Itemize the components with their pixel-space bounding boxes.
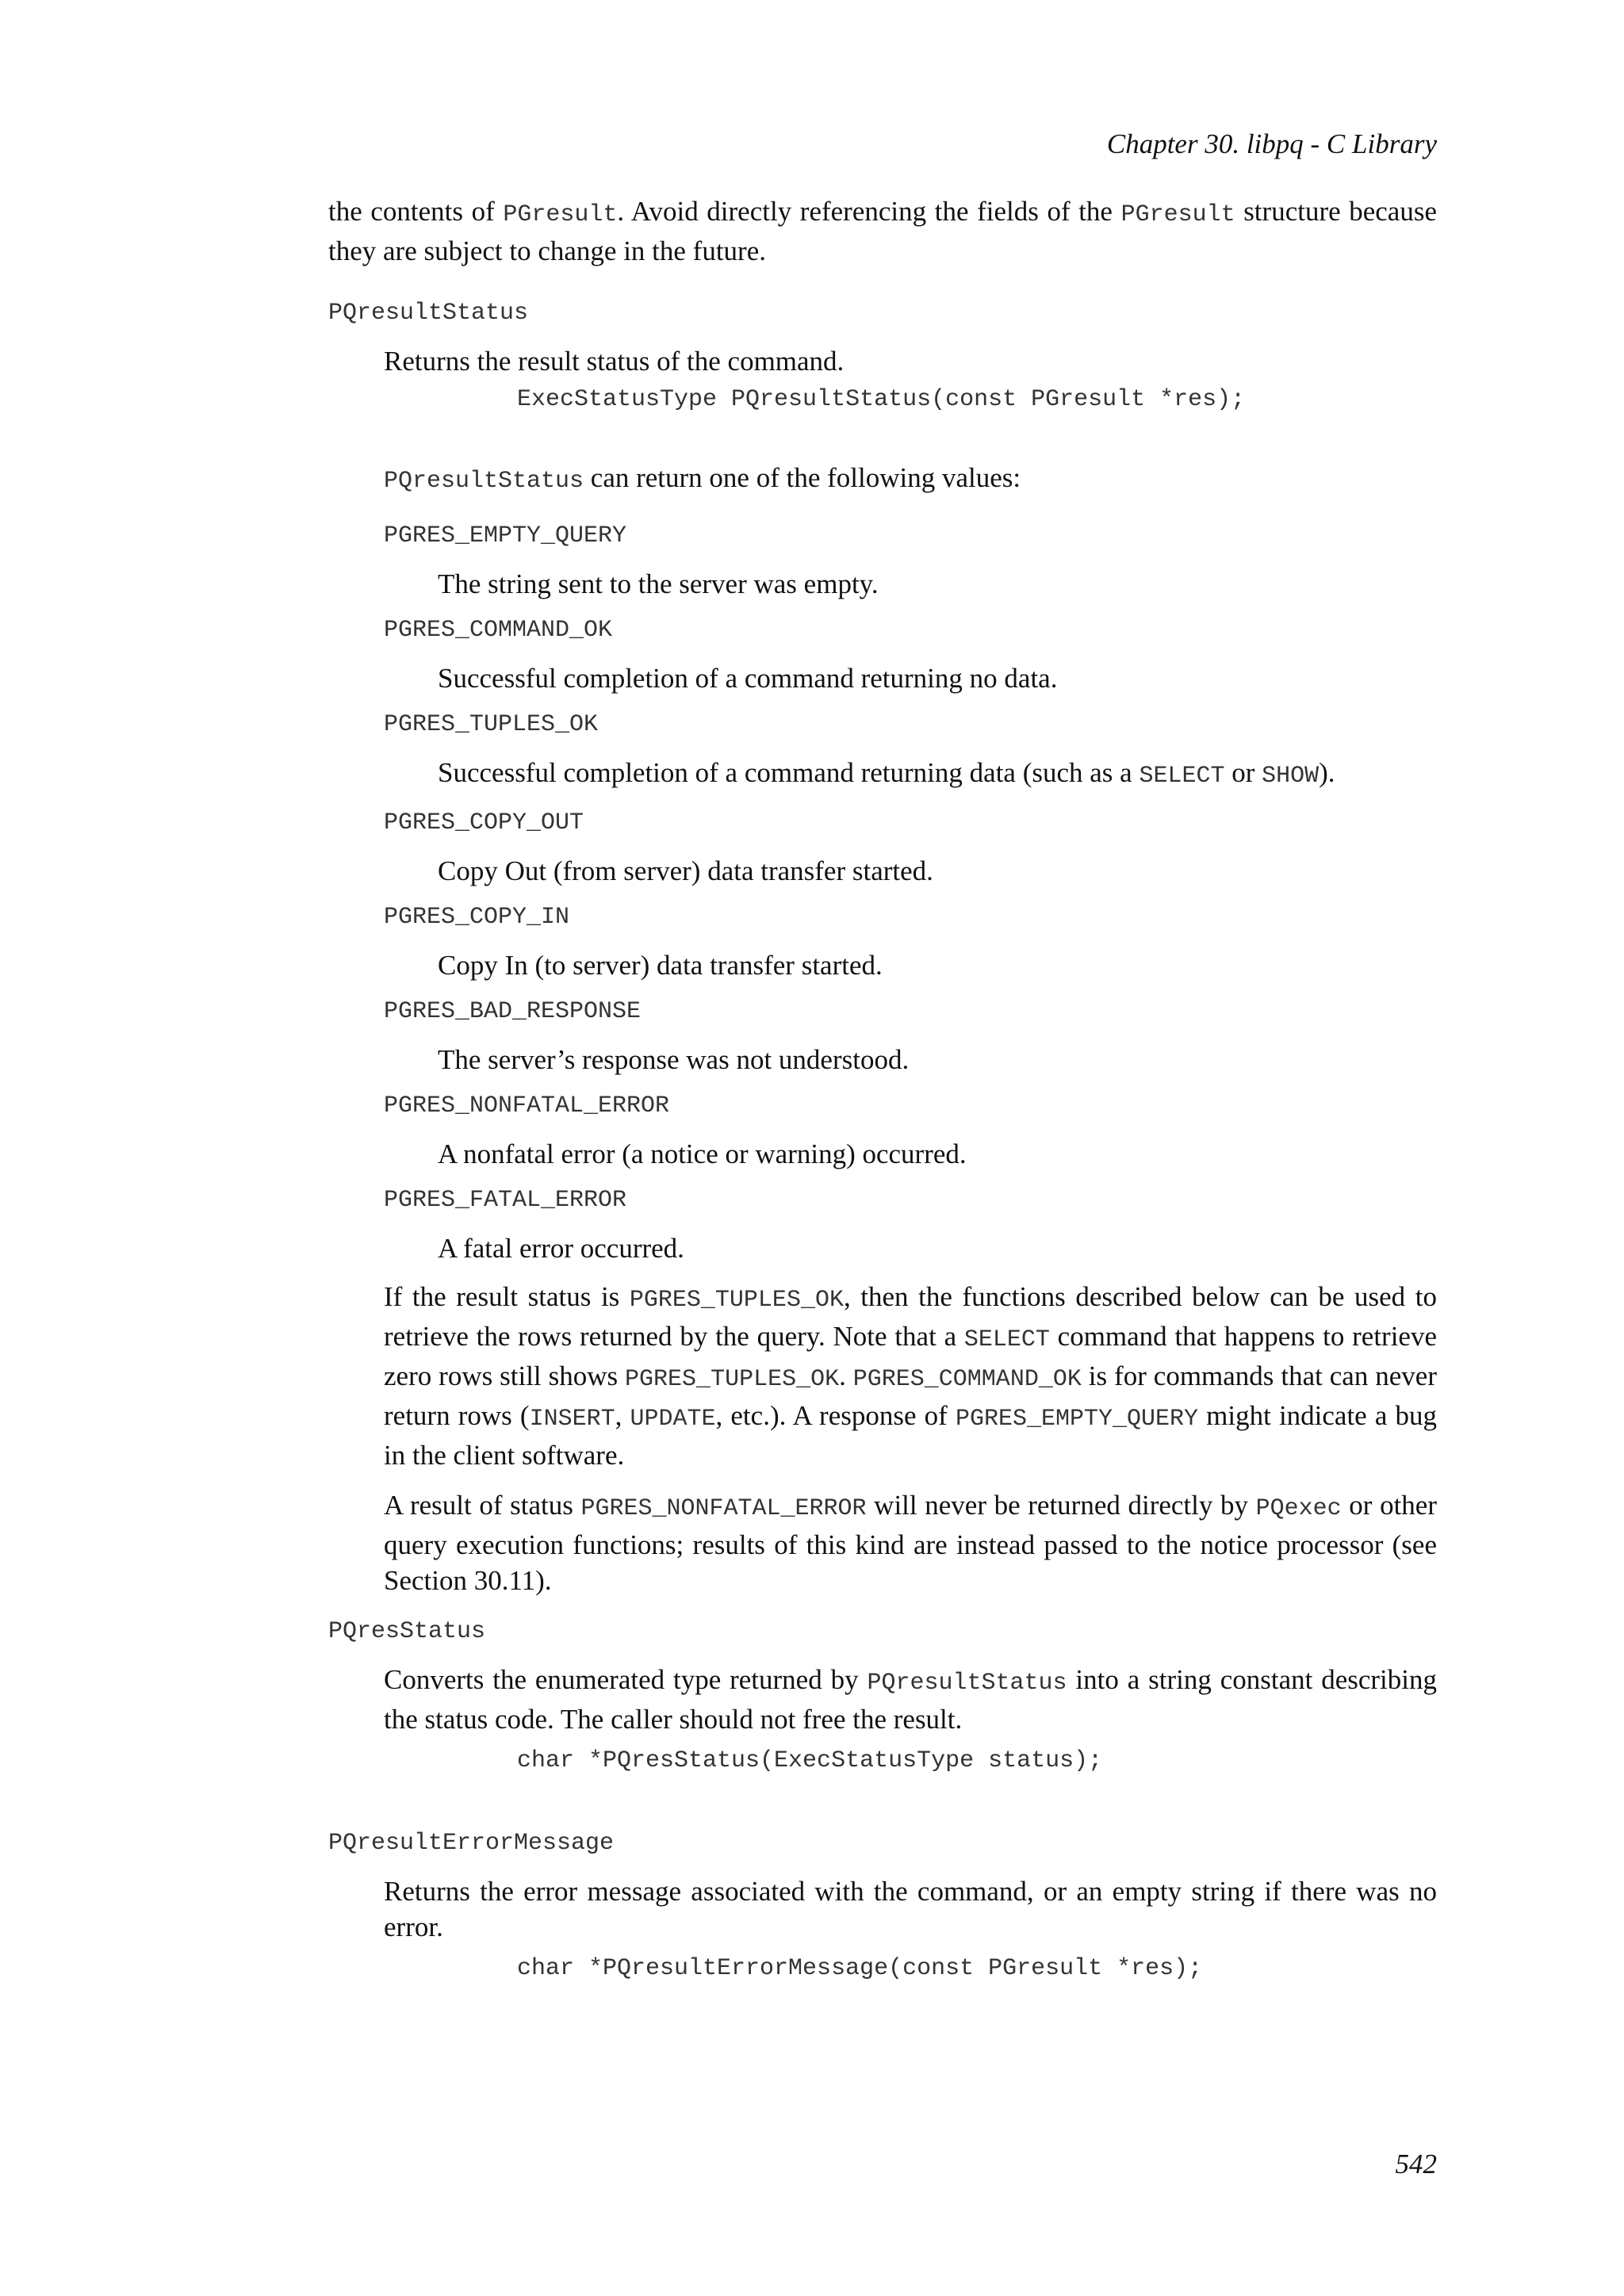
value-description: A nonfatal error (a notice or warning) occurred. <box>438 1138 967 1169</box>
value-description: The server’s response was not understood. <box>438 1044 910 1075</box>
value-term: PGRES_COPY_OUT <box>384 809 584 836</box>
function-description: Returns the error message associated with the command, or an empty string if there was no error. <box>384 1876 1437 1942</box>
value-description: A fatal error occurred. <box>438 1233 684 1264</box>
value-term: PGRES_FATAL_ERROR <box>384 1187 627 1214</box>
function-synopsis: char *PQresultErrorMessage(const PGresult *res); <box>517 1955 1203 1982</box>
value-term: PGRES_NONFATAL_ERROR <box>384 1093 670 1119</box>
value-description: Copy Out (from server) data transfer started. <box>438 855 933 886</box>
page-content <box>328 193 1437 1984</box>
intro-paragraph: the contents of PGresult. Avoid directly referencing the fields of the PGresult structure because they are subject to change in the future. <box>328 196 1437 266</box>
value-description: Copy In (to server) data transfer started. <box>438 950 883 981</box>
value-term: PGRES_TUPLES_OK <box>384 711 599 738</box>
function-synopsis: char *PQresStatus(ExecStatusType status); <box>517 1747 1103 1774</box>
function-term-pqresstatus: PQresStatus <box>328 1618 486 1645</box>
function-synopsis: ExecStatusType PQresultStatus(const PGresult *res); <box>517 386 1246 413</box>
running-header: Chapter 30. libpq - C Library <box>1106 128 1437 159</box>
values-intro: PQresultStatus can return one of the following values: <box>384 462 1021 495</box>
nonfatal-paragraph: A result of status PGRES_NONFATAL_ERROR will never be returned directly by PQexec or other query execution functions; results of this kind are instead passed to the notice processor (see Section 30.11). <box>384 1490 1437 1596</box>
value-description: Successful completion of a command returning no data. <box>438 663 1058 694</box>
function-term-pqresultstatus: PQresultStatus <box>328 300 529 327</box>
value-description: The string sent to the server was empty. <box>438 568 879 599</box>
value-term: PGRES_COMMAND_OK <box>384 617 613 644</box>
value-term: PGRES_COPY_IN <box>384 904 570 931</box>
value-term: PGRES_EMPTY_QUERY <box>384 522 627 549</box>
tuples-ok-paragraph: If the result status is PGRES_TUPLES_OK, then the functions described below can be used to retrieve the rows returned by the query. Note that a SELECT command that happens to retrieve zero rows still shows PGRES_TUPLES_OK. PGRES_COMMAND_OK is for commands that can never return rows (INSERT, UPDATE, etc.). A response of PGRES_EMPTY_QUERY might indicate a bug in the client software. <box>384 1281 1438 1471</box>
value-description: Successful completion of a command returning data (such as a SELECT or SHOW). <box>438 757 1335 790</box>
value-term: PGRES_BAD_RESPONSE <box>384 998 642 1025</box>
function-description: Returns the result status of the command. <box>384 346 845 377</box>
page-number: 542 <box>1395 2149 1437 2179</box>
function-term-pqresulterrormessage: PQresultErrorMessage <box>328 1830 615 1857</box>
status-values-list <box>328 520 1437 1266</box>
function-description: Converts the enumerated type returned by PQresultStatus into a string constant describing the status code. The caller should not free the result. <box>384 1664 1438 1735</box>
